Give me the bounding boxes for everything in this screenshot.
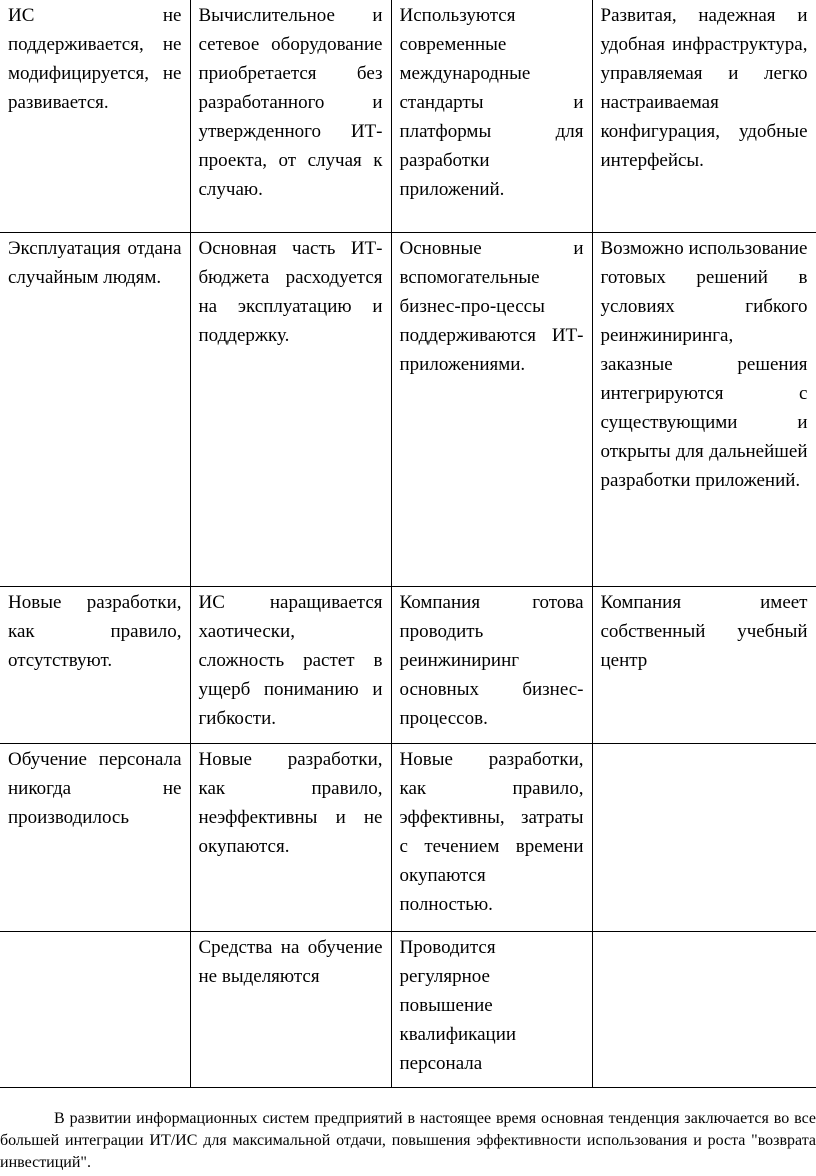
table-row: [0, 743, 816, 931]
table-cell: Средства на обучение не выделяются: [190, 931, 391, 1087]
table-cell: Эксплуатация отдана случайным людям.: [0, 232, 190, 586]
table-cell: Компания имеет собственный учебный центр: [592, 586, 816, 743]
table-cell: ИС не поддерживается, не модифицируется, не развивается.: [0, 0, 190, 232]
table-row: [0, 0, 816, 232]
table-cell: Обучение персонала никогда не производилось: [0, 743, 190, 931]
table-cell: Используются современные международные стандарты и платформы для разработки приложений.: [391, 0, 592, 232]
table-cell: [0, 931, 190, 1087]
body-paragraph: В развитии информационных систем предприятий в настоящее время основная тенденция заключается во все большей интеграции ИТ/ИС для максимальной отдачи, повышения эффективности использования и роста "возврата инвестиций".: [0, 1110, 816, 1171]
table-cell: Развитая, надежная и удобная инфраструктура, управляемая и легко настраиваемая конфигурация, удобные интерфейсы.: [592, 0, 816, 232]
table-cell: Основные и вспомогательные бизнес-про-цессы поддерживаются ИТ-приложениями.: [391, 232, 592, 586]
table-row: [0, 931, 816, 1087]
table-row: [0, 586, 816, 743]
table-row: [0, 232, 816, 586]
table-cell: Новые разработки, как правило, эффективны, затраты с течением времени окупаются полностью.: [391, 743, 592, 931]
table-cell: [592, 743, 816, 931]
table-cell: Новые разработки, как правило, отсутствуют.: [0, 586, 190, 743]
table-cell: Возможно использование готовых решений в условиях гибкого реинжиниринга, заказные решения интегрируются с существующими и открыты для дальнейшей разработки приложений.: [592, 232, 816, 586]
table-cell: Компания готова проводить реинжиниринг основных бизнес-процессов.: [391, 586, 592, 743]
table-cell: Новые разработки, как правило, неэффективны и не окупаются.: [190, 743, 391, 931]
table-cell: [592, 931, 816, 1087]
table-cell: Основная часть ИТ-бюджета расходуется на эксплуатацию и поддержку.: [190, 232, 391, 586]
table-cell: Вычислительное и сетевое оборудование приобретается без разработанного и утвержденного ИТ-проекта, от случая к случаю.: [190, 0, 391, 232]
table-cell: Проводится регулярное повышение квалификации персонала: [391, 931, 592, 1087]
table-cell: ИС наращивается хаотически, сложность растет в ущерб пониманию и гибкости.: [190, 586, 391, 743]
